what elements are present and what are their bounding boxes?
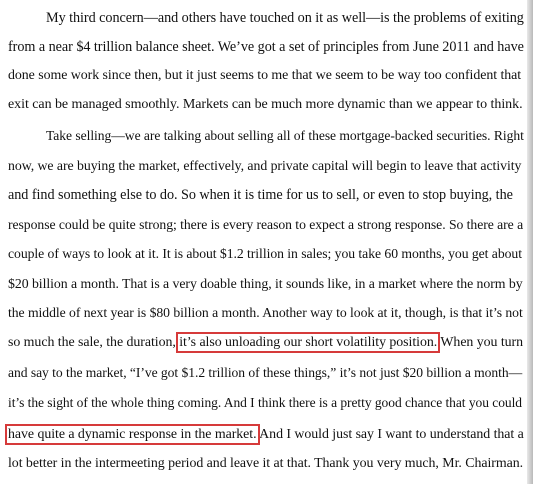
paragraph-2-line-7: the middle of next year is $80 billion a month. Another way to look at it, though, is that it’s not (8, 305, 523, 320)
line-8-text-after: When you turn (437, 335, 524, 350)
paragraph-2-line-9: and say to the market, “I’ve got $1.2 trillion of these things,” it’s not just $20 billion a month— (8, 365, 523, 380)
paragraph-2-line-3: and find something else to do. So when it is time for us to sell, or even to stop buying, the (8, 187, 513, 203)
paragraph-2-line-6: $20 billion a month. That is a very doable thing, it sounds like, in a market where the norm by (8, 276, 523, 291)
paragraph-1-line-3: done some work since then, but it just seems to me that we seem to be way too confident that (8, 68, 522, 83)
page-edge-shadow (527, 0, 533, 484)
highlight-box-dynamic-response: have quite a dynamic response in the market. (8, 427, 257, 442)
paragraph-2-line-2: now, we are buying the market, effectively, and private capital will begin to leave that activity (8, 158, 522, 173)
paragraph-2-line-8 (8, 334, 523, 352)
paragraph-2-line-10: it’s the sight of the whole thing coming. And I think there is a pretty good chance that you could (8, 395, 523, 410)
paragraph-2-line-5: couple of ways to look at it. It is about $1.2 trillion in sales; you take 60 months, you get about (8, 246, 522, 261)
paragraph-1-line-2: from a near $4 trillion balance sheet. We’ve got a set of principles from June 2011 and have (8, 39, 524, 55)
paragraph-2-line-4: response could be quite strong; there is every reason to expect a strong response. So there are a (8, 217, 524, 232)
line-8-text-before: so much the sale, the duration, (8, 335, 180, 350)
paragraph-2-line-12: lot better in the intermeeting period and leave it at that. Thank you very much, Mr. Chairman. (8, 456, 524, 471)
paragraph-1-line-1: My third concern—and others have touched on it as well—is the problems of exiting (46, 10, 524, 26)
paragraph-2-line-11 (8, 426, 524, 444)
line-11-text-after: And I would just say I want to understand that a (256, 427, 524, 442)
paragraph-1-line-4: exit can be managed smoothly. Markets can be much more dynamic than we appear to think. (8, 97, 523, 112)
paragraph-2-line-1: Take selling—we are talking about selling all of these mortgage-backed securities. Right (46, 128, 524, 143)
highlight-box-volatility: it’s also unloading our short volatility position. (179, 335, 438, 350)
